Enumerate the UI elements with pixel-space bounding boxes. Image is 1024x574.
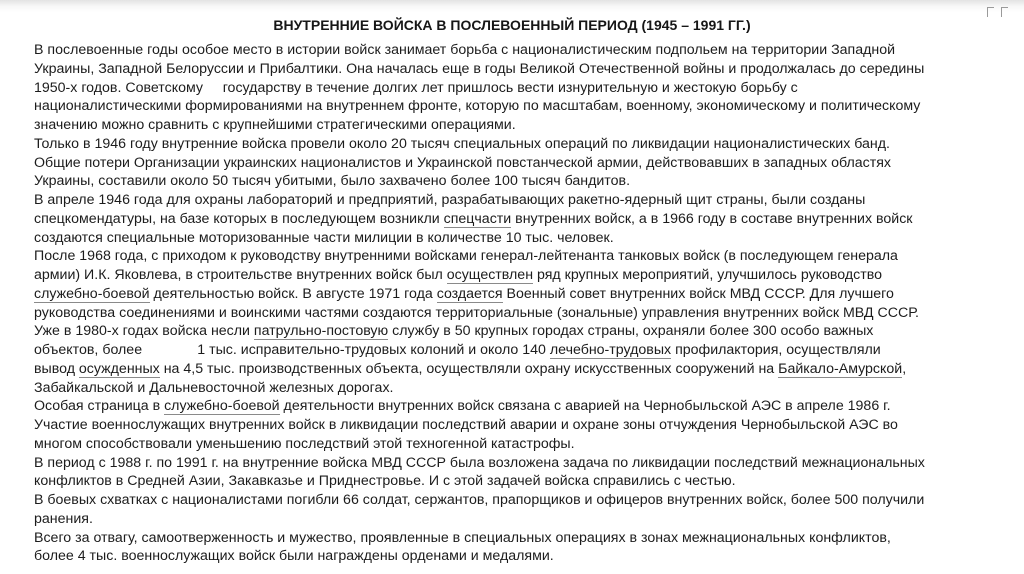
text-line: В период с 1988 г. по 1991 г. на внутренние войска МВД СССР была возложена задача по ликвидации последствий межнациональных — [34, 454, 925, 471]
text-line: Забайкальской и Дальневосточной железных дорогах. — [34, 379, 394, 396]
text-line: руководства соединениями и воинскими частями создаются территориальные (зональные) управления внутренних войск МВД СССР. — [34, 304, 919, 321]
text-line: националистическими формированиями на внутреннем фронте, которую по масштабам, военному, экономическому и политическому — [34, 98, 921, 115]
spellcheck-underlined-word: осужденных — [78, 360, 160, 377]
page-title: ВНУТРЕННИЕ ВОЙСКА В ПОСЛЕВОЕННЫЙ ПЕРИОД (1945 – 1991 ГГ.) — [273, 17, 751, 33]
spellcheck-underlined-word: патрульно-постовую — [253, 323, 389, 340]
spellcheck-underlined-word: спецчасти — [443, 210, 512, 227]
text-line: Всего за отвагу, самоотверженность и мужество, проявленные в специальных операциях в зонах межнациональных конфликтов, — [34, 529, 891, 546]
text-line: В апреле 1946 года для охраны лабораторий и предприятий, разрабатывающих ракетно-ядерный щит страны, были созданы — [34, 192, 866, 208]
document-body — [34, 41, 1009, 566]
text-line: многом способствовали уменьшению последствий этой техногенной катастрофы. — [34, 435, 575, 452]
text-line: Участие военнослужащих внутренних войск в ликвидации последствий аварии и охране зоны отчуждения Чернобыльской АЭС во — [34, 417, 898, 433]
text-line: вывод осужденных на 4,5 тыс. производственных объекта, осуществляли охрану искусственных сооружений на Байкало-Амурской, — [34, 360, 907, 377]
text-line: Только в 1946 году внутренние войска провели около 20 тысяч специальных операций по ликвидации националистических банд. — [34, 135, 890, 152]
text-line: 1950-х годов. Советскому государству в течение долгих лет пришлось вести изнурительную и жестокую борьбу с — [34, 79, 798, 96]
text-line: Уже в 1980-х годах войска несли патрульно-постовую службу в 50 крупных городах страны, охраняли более 300 особо важных — [34, 323, 874, 340]
text-line: конфликтов в Средней Азии, Закавказье и Приднестровье. И с этой задачей войска справились с честью. — [34, 473, 736, 490]
text-line: В боевых схватках с националистами погибли 66 солдат, сержантов, прапорщиков и офицеров внутренних войск, более 500 получили — [34, 492, 925, 508]
text-line: значению можно сравнить с крупнейшими стратегическими операциями. — [34, 117, 516, 133]
text-line: создаются специальные моторизованные части милиции в количестве 10 тыс. человек. — [34, 229, 614, 246]
spellcheck-underlined-word: осуществлен — [446, 267, 534, 283]
text-line: Особая страница в служебно-боевой деятельности внутренних войск связана с аварией на Чернобыльской АЭС в апреле 1986 г. — [34, 398, 891, 415]
text-line: служебно-боевой деятельностью войск. В августе 1971 года создается Военный совет внутренних войск МВД СССР. Для лучшего — [34, 285, 894, 302]
text-line: объектов, более 1 тыс. исправительно-трудовых колоний и около 140 лечебно-трудовых профилактория, осуществляли — [34, 342, 881, 358]
spellcheck-underlined-word: создается — [436, 285, 503, 302]
spellcheck-underlined-word: лечебно-трудовых — [549, 342, 672, 358]
spellcheck-underlined-word: служебно-боевой — [34, 285, 150, 302]
spellcheck-underlined-word: служебно-боевой — [164, 398, 280, 415]
spellcheck-underlined-word: Байкало-Амурской — [778, 360, 903, 377]
text-line: Украины, Западной Белоруссии и Прибалтики. Она началась еще в годы Великой Отечественной войны и продолжалась до середины — [34, 60, 925, 77]
text-line: ранения. — [34, 510, 93, 527]
text-line: спецкомендатуры, на базе которых в последующем возникли спецчасти внутренних войск, а в 1966 году в составе внутренних войск — [34, 210, 913, 227]
text-line: Украины, составили около 50 тысяч убитыми, было захвачено более 100 тысяч бандитов. — [34, 173, 631, 190]
text-line: В послевоенные годы особое место в истории войск занимает борьба с националистическим подпольем на территории Западной — [34, 42, 896, 58]
text-line: более 4 тыс. военнослужащих войск были награждены орденами и медалями. — [34, 548, 554, 565]
text-line: армии) И.К. Яковлева, в строительстве внутренних войск был осуществлен ряд крупных мероприятий, улучшилось руководство — [34, 267, 883, 283]
text-line: После 1968 года, с приходом к руководству внутренними войсками генерал-лейтенанта танковых войск (в последующем генерала — [34, 248, 898, 265]
text-line: Общие потери Организации украинских националистов и Украинской повстанческой армии, действовавших в западных областях — [34, 154, 891, 171]
